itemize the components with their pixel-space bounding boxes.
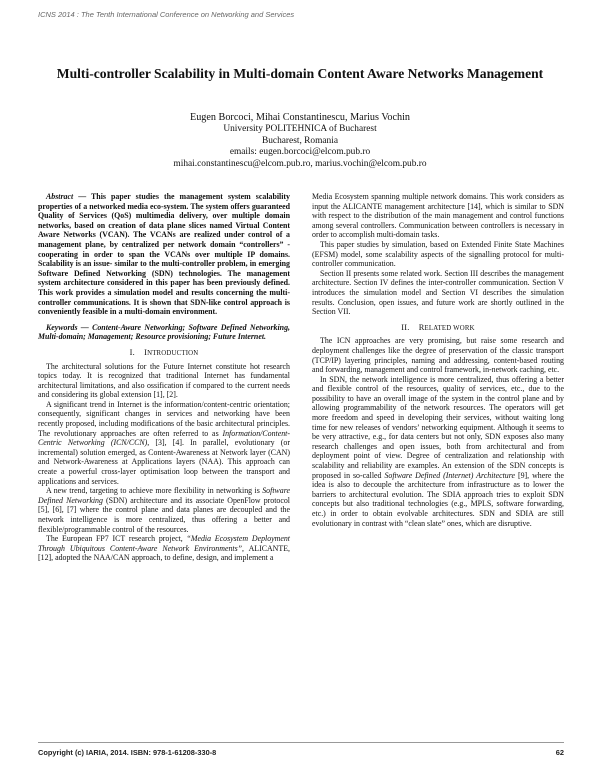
text-run: , [3], [4]. In parallel, evolutionary (or incremental) solution emerged, as Content-Awareness at Network layer (CAN) and Network-Awareness at Applications layers (NAA). This approach can create a powerful cross-layer optimisation loop between the transport and applications and services. (38, 438, 290, 486)
section-number: II. (401, 322, 410, 332)
section-title-initial: R (418, 322, 425, 332)
section-title-rest: NTRODUCTION (147, 349, 199, 357)
text-run: A significant trend in Internet is the information/content-centric orientation; consequently, significant changes in services and networking have been recently proposed, including modifications of the basic architectural principles. The revolutionary approaches are often referred to as (38, 399, 290, 438)
keywords (38, 323, 290, 342)
paragraph (312, 375, 564, 529)
section-heading-introduction (38, 348, 290, 359)
paragraph: Section II presents some related work. Section III describes the management architecture. Section IV defines the inter-controller communication. Section V introduces the simulation model and Section VI describes the simulation results. Conclusion, open issues, and future work are shortly outlined in the Section VII. (312, 268, 564, 317)
running-header: ICNS 2014 : The Tenth International Conference on Networking and Services (38, 10, 295, 19)
paragraph: Media Ecosystem spanning multiple network domains. This work considers as input the ALICANTE management architecture [14], which is similar to SDN with respect to the distribution of the main management and control functions among several controllers. Communication between controllers is necessary in order to accomplish multi-domain tasks. (312, 192, 564, 240)
emphasis: Software Defined (Internet) Architecture (384, 470, 516, 480)
text-run: , ALICANTE, [12], adopted the NAA/CAN approach, to define, design, and implement a (38, 543, 290, 563)
paragraph: The architectural solutions for the Future Internet constitute hot research topics today. It is recognized that traditional Internet has fundamental architectural limitations, and also ossification if compared to the current needs and considering its global extension [1], [2]. (38, 361, 290, 400)
paragraph (38, 486, 290, 534)
abstract (38, 192, 290, 317)
footer-divider (38, 742, 564, 743)
text-run: A new trend, targeting to achieve more flexibility in networking is (46, 486, 263, 496)
emails-line-2: mihai.constantinescu@elcom.pub.ro, marius.vochin@elcom.pub.ro (173, 158, 427, 169)
keywords-label: Keywords (46, 322, 78, 332)
text-run: In SDN, the network intelligence is more centralized, thus offering a better and flexible control of the resources, quality of services, etc., due to the possibility to have an overall image of the system in the control plane and by allowing programmability of the network resources. The operators will get more freedom and speed in developing their services, without waiting long time for new releases of vendors’ networking equipment. Although it seems to be very attractive, e.g., for data centers but not only, SDN exposes also many research challenges and open issues, both from architectural and from deployment point of view. Degree of centralization and relationship with scalability and reliability are examples. An extension of the SDN concepts is proposed in so-called (312, 374, 564, 480)
emphasis: Software Defined Networking (38, 486, 290, 505)
right-column (312, 192, 564, 528)
affiliation: University POLITEHNICA of Bucharest (223, 124, 377, 135)
emphasis: “Media Ecosystem Deployment Through Ubiquitous Content-Aware Network Environments” (38, 534, 290, 553)
section-title-rest: ELATED WORK (424, 324, 475, 332)
paragraph (38, 534, 290, 563)
page-number: 62 (555, 748, 564, 757)
section-heading-related-work (312, 323, 564, 334)
copyright-isbn: Copyright (c) IARIA, 2014. ISBN: 978-1-61208-330-8 (38, 748, 217, 757)
emphasis: Information/Content-Centric Networking (ICN/CCN) (38, 428, 290, 448)
left-column (38, 192, 290, 563)
paragraph: The ICN approaches are very promising, but raise some research and deployment challenges like the degree of preservation of the classic transport (TCP/IP) layering principles, naming and addressing, content-based routing and forwarding, management and control framework, in-network caching, etc. (312, 336, 564, 375)
text-run: [9], where the idea is also to decouple the architecture from infrastructure as to lower the barriers to architectural evolution. The SDIA approach tries to exploit SDN concepts but also traditional technologies (e.g., MPLS, software forwarding, etc.) in order to obtain evolvable architectures. SDN and SDIA are still evolutionary in contrast with “clean slate” ones, which are disruptive. (312, 470, 564, 528)
abstract-label: Abstract (46, 192, 74, 201)
section-title-initial: I (144, 347, 148, 357)
keywords-text: — Content-Aware Networking; Software Defined Networking, Multi-domain; Management; Resource provisioning; Future Internet. (38, 322, 290, 342)
abstract-text: — This paper studies the management system scalability properties of a networked media eco-system. The system offers guaranteed Quality of Services (QoS) multimedia delivery, over multiple domain networks, based on creation of data plane slices named Virtual Content Aware Networks (VCAN). The VCANs are realized under control of a management plane, by centralized per network domain “controllers” - cooperating in order to span the VCANs over multiple IP domains. Scalability is an issue- similar to the multi-controller problem, in emerging Software Defined Networking (SDN) technologies. The management system architecture considered in this paper has been previously defined. This work provides a simulation model and results concerning the multi-controller communications. It is shown that SDN-like control approach is conveniently feasible in a multi-domain environment. (38, 192, 290, 317)
paragraph: This paper studies by simulation, based on Extended Finite State Machines (EFSM) model, some scalability aspects of the signalling protocol for multi-controller communication. (312, 239, 564, 269)
section-number: I. (129, 347, 135, 357)
text-run: The European FP7 ICT research project, (46, 534, 187, 544)
paper-title: Multi-controller Scalability in Multi-domain Content Aware Networks Management (56, 66, 544, 81)
paragraph (38, 400, 290, 486)
text-run: (SDN) architecture and its associate OpenFlow protocol [5], [6], [7] where the control plane and data planes are decoupled and the network intelligence is more centralized, thus offering a better and flexible/programmable control of the resources. (38, 495, 290, 534)
emails-line-1: emails: eugen.borcoci@elcom.pub.ro (229, 147, 371, 158)
author-block (60, 112, 540, 170)
location: Bucharest, Romania (261, 135, 339, 146)
author-names: Eugen Borcoci, Mihai Constantinescu, Marius Vochin (189, 112, 411, 123)
